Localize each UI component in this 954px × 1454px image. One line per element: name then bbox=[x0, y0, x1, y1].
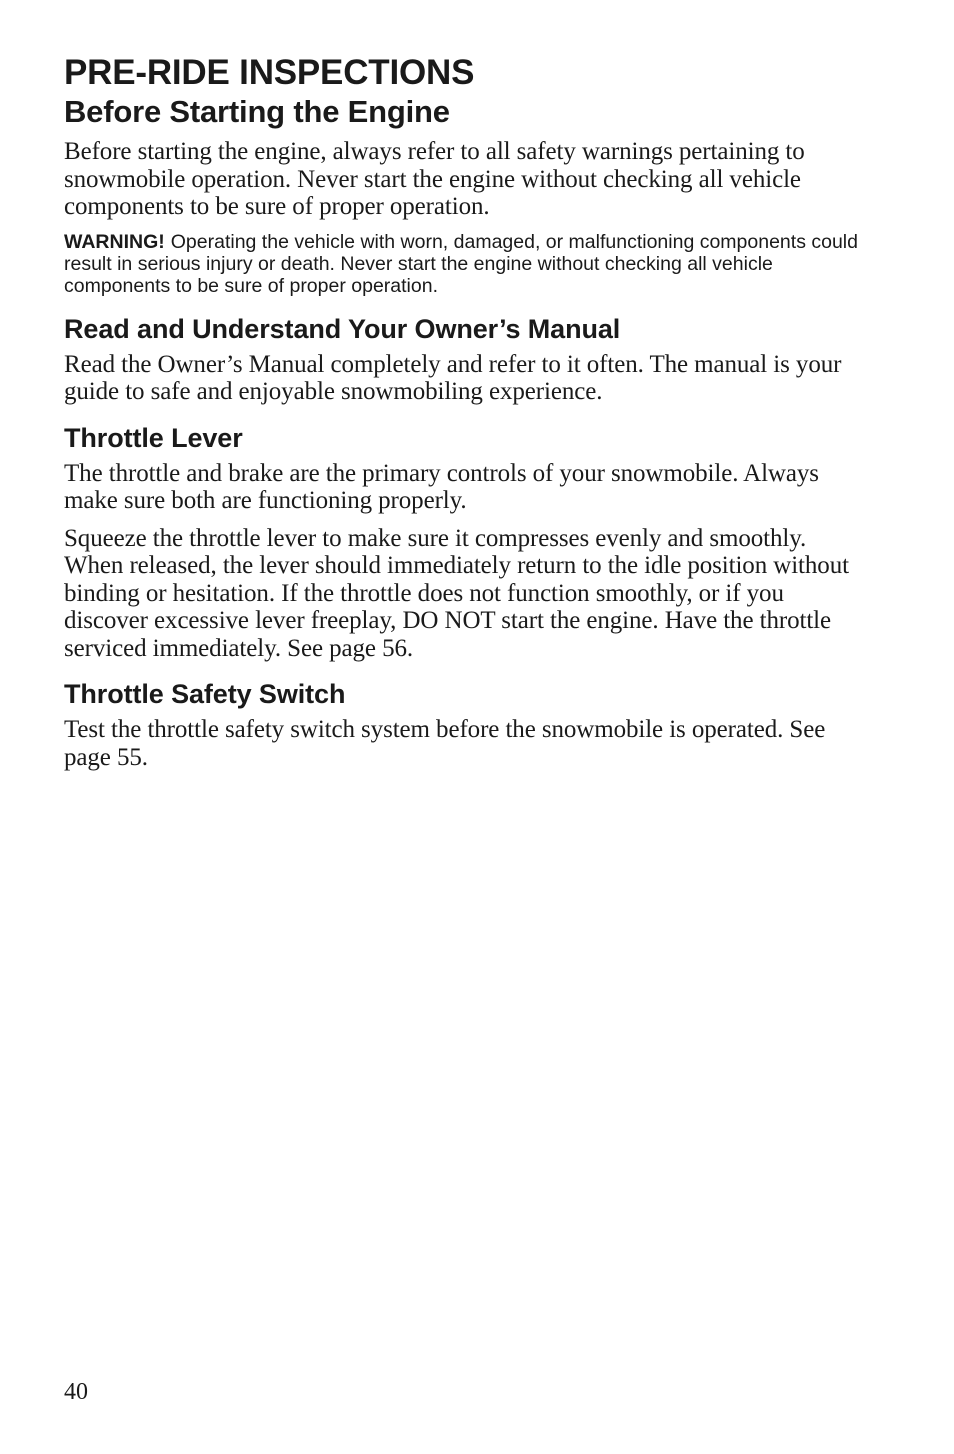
page-title: PRE-RIDE INSPECTIONS bbox=[64, 53, 475, 92]
paragraph-owners-manual: Read the Owner’s Manual completely and refer to it often. The manual is your guide to safe and enjoyable snowmobiling experience. bbox=[64, 350, 842, 405]
section-heading-throttle-lever: Throttle Lever bbox=[64, 422, 243, 453]
paragraph-throttle-lever-2: Squeeze the throttle lever to make sure it compresses evenly and smoothly. When released, the lever should immediately return to the idle position without binding or hesitation. If the throttle does not function smoothly, or if you discover excessive lever freeplay, DO NOT start the engine. Have the throttle serviced immediately. See page 56. bbox=[64, 524, 849, 662]
paragraph-before-starting: Before starting the engine, always refer to all safety warnings pertaining to snowmobile operation. Never start the engine without checking all vehicle components to be sure of proper operation. bbox=[64, 138, 805, 220]
page-content bbox=[64, 52, 864, 781]
section-heading-throttle-safety-switch: Throttle Safety Switch bbox=[64, 679, 346, 709]
section-before-starting bbox=[64, 94, 864, 297]
warning-label: WARNING! bbox=[64, 230, 165, 253]
section-heading-owners-manual: Read and Understand Your Owner’s Manual bbox=[64, 313, 621, 344]
page-number: 40 bbox=[64, 1379, 88, 1405]
section-throttle-lever bbox=[64, 422, 864, 663]
warning-block bbox=[64, 231, 864, 297]
paragraph-throttle-safety-switch: Test the throttle safety switch system before the snowmobile is operated. See page 55. bbox=[64, 716, 826, 771]
section-owners-manual bbox=[64, 313, 864, 406]
section-throttle-safety-switch bbox=[64, 678, 864, 771]
warning-text: Operating the vehicle with worn, damaged, or malfunctioning components could result in serious injury or death. Never start the engine without checking all vehicle components to be sure of proper operation. bbox=[64, 230, 858, 297]
section-heading-before-starting: Before Starting the Engine bbox=[64, 94, 450, 129]
paragraph-throttle-lever-1: The throttle and brake are the primary controls of your snowmobile. Always make sure both are functioning properly. bbox=[64, 459, 819, 514]
